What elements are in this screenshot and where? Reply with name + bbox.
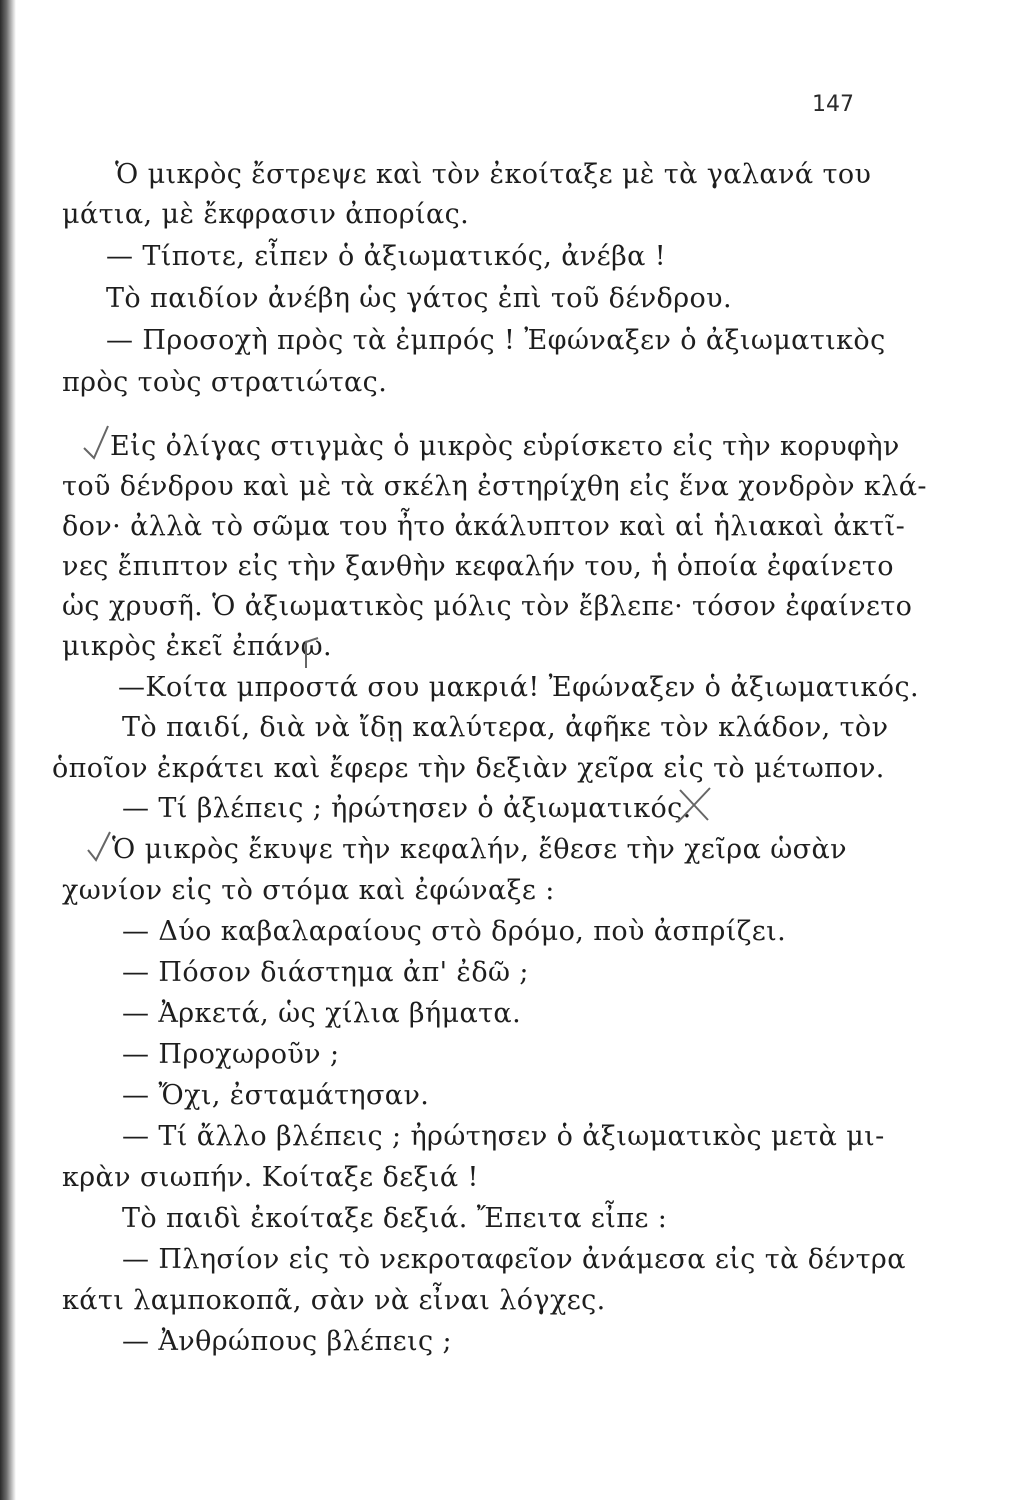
text-line: —Κοίτα μπροστά σου μακριά! Ἐφώναξεν ὁ ἀξιωματικός.: [118, 672, 919, 703]
text-line: — Ἀνθρώπους βλέπεις ;: [122, 1326, 452, 1357]
text-line: ὡς χρυσῆ. Ὁ ἀξιωματικὸς μόλις τὸν ἔβλεπε· τόσον ἐφαίνετο: [62, 591, 913, 622]
text-line: — Πλησίον εἰς τὸ νεκροταφεῖον ἀνάμεσα εἰς τὰ δέντρα: [122, 1244, 906, 1275]
text-line: Τὸ παιδί, διὰ νὰ ἴδῃ καλύτερα, ἀφῆκε τὸν κλάδον, τὸν: [122, 712, 889, 743]
pencil-checkmark-icon: [80, 422, 112, 462]
text-line: μάτια, μὲ ἔκφρασιν ἀπορίας.: [62, 199, 470, 230]
text-line: πρὸς τοὺς στρατιώτας.: [62, 367, 388, 398]
text-line: — Ὄχι, ἐσταμάτησαν.: [122, 1080, 430, 1111]
page-number: 147: [812, 92, 854, 117]
text-line: ὁποῖον ἐκράτει καὶ ἔφερε τὴν δεξιὰν χεῖρα εἰς τὸ μέτωπον.: [52, 753, 885, 784]
text-line: Ὁ μικρὸς ἔστρεψε καὶ τὸν ἐκοίταξε μὲ τὰ γαλανά του: [115, 159, 872, 190]
text-line: — Τί ἄλλο βλέπεις ; ἠρώτησεν ὁ ἀξιωματικὸς μετὰ μι-: [122, 1121, 885, 1152]
book-spine-shadow: [0, 0, 16, 1500]
text-line: κρὰν σιωπήν. Κοίταξε δεξιά !: [62, 1162, 479, 1193]
text-line: Τὸ παιδὶ ἐκοίταξε δεξιά. Ἔπειτα εἶπε :: [122, 1203, 668, 1234]
text-line: — Τίποτε, εἶπεν ὁ ἀξιωματικός, ἀνέβα !: [106, 241, 666, 272]
text-line: — Τί βλέπεις ; ἠρώτησεν ὁ ἀξιωματικός.: [122, 793, 692, 824]
text-line: νες ἔπιπτον εἰς τὴν ξανθὴν κεφαλήν του, ἡ ὁποία ἐφαίνετο: [62, 551, 894, 582]
pencil-cross-icon: [672, 782, 716, 828]
text-line: — Ἀρκετά, ὡς χίλια βήματα.: [122, 998, 522, 1029]
text-line: — Πόσον διάστημα ἀπ' ἐδῶ ;: [122, 957, 529, 988]
text-line: — Δύο καβαλαραίους στὸ δρόμο, ποὺ ἀσπρίζει.: [122, 916, 787, 947]
pencil-checkmark-icon: [84, 826, 114, 866]
text-line: Ὁ μικρὸς ἔκυψε τὴν κεφαλήν, ἔθεσε τὴν χεῖρα ὡσὰν: [112, 834, 847, 865]
text-line: τοῦ δένδρου καὶ μὲ τὰ σκέλη ἐστηρίχθη εἰς ἕνα χονδρὸν κλά-: [62, 471, 927, 502]
text-line: Εἰς ὀλίγας στιγμὰς ὁ μικρὸς εὑρίσκετο εἰς τὴν κορυφὴν: [110, 431, 900, 462]
pencil-bracket-icon: [300, 632, 324, 672]
text-line: — Προσοχὴ πρὸς τὰ ἐμπρός ! Ἐφώναξεν ὁ ἀξιωματικὸς: [106, 325, 886, 356]
text-line: κάτι λαμποκοπᾶ, σὰν νὰ εἶναι λόγχες.: [62, 1285, 606, 1316]
text-line: δον· ἀλλὰ τὸ σῶμα του ἦτο ἀκάλυπτον καὶ αἱ ἡλιακαὶ ἀκτῖ-: [62, 511, 906, 542]
text-line: χωνίον εἰς τὸ στόμα καὶ ἐφώναξε :: [62, 875, 555, 906]
text-line: Τὸ παιδίον ἀνέβη ὡς γάτος ἐπὶ τοῦ δένδρου.: [106, 283, 732, 314]
text-line: — Προχωροῦν ;: [122, 1039, 340, 1070]
text-line: μικρὸς ἐκεῖ ἐπάνω.: [62, 631, 333, 662]
